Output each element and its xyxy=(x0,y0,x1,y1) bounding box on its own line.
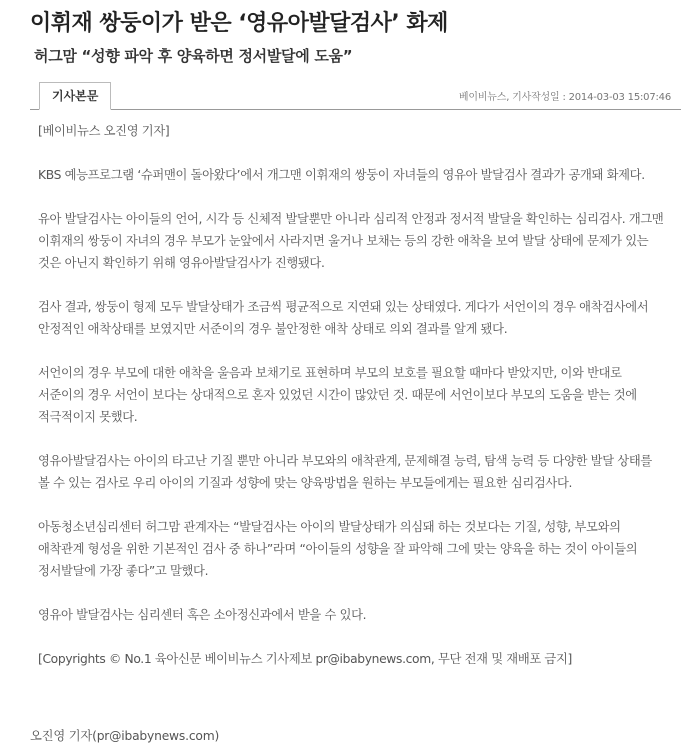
article-headline: 이휘재 쌍둥이가 받은 ‘영유아발달검사’ 화제 xyxy=(30,11,448,36)
article-meta: 베이비뉴스, 기사작성일 : 2014-03-03 15:07:46 xyxy=(458,92,671,103)
body-paragraph: 유아 발달검사는 아이들의 언어, 시각 등 신체적 발달뿐만 아니라 심리적 안정과 정서적 발달을 확인하는 심리검사. 개그맨 이휘재의 쌍둥이 자녀의 경우 부모가 눈앞에서 사라지면 울거나 보채는 등의 강한 애착을 보여 발달 상태에 문제가 있는 것은 아닌지 확인하기 위해 영유아발달검사가 진행됐다. xyxy=(38,212,664,270)
body-paragraph: 영유아발달검사는 아이의 타고난 기질 뿐만 아니라 부모와의 애착관계, 문제해결 능력, 탐색 능력 등 다양한 발달 상태를 볼 수 있는 검사로 우리 아이의 기질과 성향에 맞는 양육방법을 원하는 부모들에게는 필요한 심리검사다. xyxy=(38,454,652,490)
byline-paragraph: [베이비뉴스 오진영 기자] xyxy=(38,124,170,138)
body-paragraph: 검사 결과, 쌍둥이 형제 모두 발달상태가 조금씩 평균적으로 지연돼 있는 상태였다. 게다가 서언이의 경우 애착검사에서 안정적인 애착상태를 보였지만 서준이의 경우 불안정한 애착 상태로 의외 결과를 알게 됐다. xyxy=(38,300,649,336)
article-body xyxy=(38,120,666,670)
tab-article-body[interactable]: 기사본문 xyxy=(39,82,111,110)
reporter-signature: 오진영 기자(pr@ibabynews.com) xyxy=(30,729,220,743)
body-paragraph: 서언이의 경우 부모에 대한 애착을 울음과 보채기로 표현하며 부모의 보호를 필요할 때마다 받았지만, 이와 반대로 서준이의 경우 서언이 보다는 상대적으로 혼자 있었던 시간이 많았던 것. 때문에 서언이보다 부모의 도움을 받는 것에 적극적이지 못했다. xyxy=(38,366,637,424)
article-tab-bar xyxy=(30,82,681,110)
body-paragraph: KBS 예능프로그램 ‘슈퍼맨이 돌아왔다’에서 개그맨 이휘재의 쌍둥이 자녀들의 영유아 발달검사 결과가 공개돼 화제다. xyxy=(38,168,645,182)
copyright-notice: [Copyrights © No.1 육아신문 베이비뉴스 기사제보 pr@ibabynews.com, 무단 전재 및 재배포 금지] xyxy=(38,652,572,666)
body-paragraph: 아동청소년심리센터 허그맘 관계자는 “발달검사는 아이의 발달상태가 의심돼 하는 것보다는 기질, 성향, 부모와의 애착관계 형성을 위한 기본적인 검사 중 하나”라며 “아이들의 성향을 잘 파악해 그에 맞는 양육을 하는 것이 아이들의 정서발달에 가장 좋다”고 말했다. xyxy=(38,520,638,578)
article-subheadline: 허그맘 “성향 파악 후 양육하면 정서발달에 도움” xyxy=(34,47,353,65)
body-paragraph: 영유아 발달검사는 심리센터 혹은 소아정신과에서 받을 수 있다. xyxy=(38,608,367,622)
